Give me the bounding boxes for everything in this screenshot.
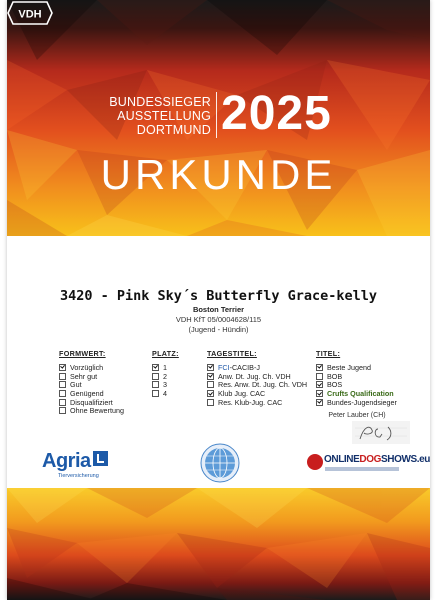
paw-icon (307, 454, 323, 470)
checkbox-icon (59, 373, 66, 380)
dog-registration: VDH KfT 05/0004628/115 (175, 315, 262, 324)
header-divider (216, 92, 217, 138)
tagestitel-column (207, 349, 307, 406)
onlinedogshows-strip (325, 467, 399, 471)
checkbox-icon (152, 381, 159, 388)
checkbox-icon (207, 364, 214, 371)
agria-logo (42, 450, 108, 479)
tagestitel-option: FCI -CACIB-J (207, 363, 307, 372)
agria-tagline: Tierversicherung (58, 473, 99, 479)
checkbox-icon (207, 390, 214, 397)
platz-column (152, 349, 179, 398)
tagestitel-option: Res. Klub-Jug. CAC (207, 398, 307, 407)
platz-heading: PLATZ: (152, 349, 179, 358)
document-title: URKUNDE (100, 151, 337, 198)
checkbox-icon (152, 390, 159, 397)
agria-wordmark: Agria (42, 450, 91, 472)
formwert-option: Disqualifiziert (59, 398, 124, 407)
checkbox-icon (59, 364, 66, 371)
event-line-3: DORTMUND (136, 123, 211, 137)
formwert-option: Gut (59, 380, 124, 389)
dog-title: 3420 - Pink Sky´s Butterfly Grace-kelly (60, 288, 377, 304)
checkbox-icon (152, 364, 159, 371)
tagestitel-option: Klub Jug. CAC (207, 389, 307, 398)
platz-option: 4 (152, 389, 179, 398)
titel-option: BOB (316, 372, 397, 381)
titel-heading: TITEL: (316, 349, 341, 358)
dog-breed: Boston Terrier (192, 305, 245, 314)
low-poly-footer (7, 488, 430, 600)
dog-class: (Jugend - Hündin) (188, 325, 249, 334)
formwert-heading: FORMWERT: (59, 349, 106, 358)
formwert-option: Vorzüglich (59, 363, 124, 372)
checkbox-icon (59, 381, 66, 388)
platz-option: 1 (152, 363, 179, 372)
formwert-column (59, 349, 124, 415)
certificate-sheet (7, 0, 430, 600)
checkbox-icon (59, 407, 66, 414)
platz-option: 2 (152, 372, 179, 381)
fci-globe-icon (200, 443, 240, 483)
formwert-option: Sehr gut (59, 372, 124, 381)
checkbox-icon (207, 381, 214, 388)
header-banner (7, 0, 430, 236)
low-poly-background (7, 0, 430, 236)
formwert-option: Genügend (59, 389, 124, 398)
footer-banner (7, 488, 430, 600)
event-line-2: AUSSTELLUNG (117, 109, 211, 123)
titel-option: Bundes-Jugendsieger (316, 398, 397, 407)
checkbox-icon (316, 381, 323, 388)
vdh-logo (7, 0, 53, 26)
fci-prefix: FCI (218, 362, 230, 372)
agria-square-icon (93, 451, 108, 466)
titel-option: Beste Jugend (316, 363, 397, 372)
checkbox-icon (207, 399, 214, 406)
svg-text:VDH: VDH (18, 8, 42, 21)
judge-signature (352, 421, 410, 444)
platz-option: 3 (152, 380, 179, 389)
checkbox-icon (316, 390, 323, 397)
checkbox-icon (316, 399, 323, 406)
onlinedogshows-wordmark: ONLINEDOGSHOWS.eu (324, 454, 430, 465)
crufts-qualification-label: Crufts Qualification (327, 388, 394, 398)
tagestitel-option: Anw. Dt. Jug. Ch. VDH (207, 372, 307, 381)
event-name (103, 95, 211, 137)
checkbox-icon (316, 364, 323, 371)
titel-option: BOS (316, 380, 397, 389)
checkbox-icon (59, 399, 66, 406)
tagestitel-option: Res. Anw. Dt. Jug. Ch. VDH (207, 380, 307, 389)
event-line-1: BUNDESSIEGER (109, 95, 211, 109)
onlinedogshows-logo (307, 452, 430, 476)
titel-column (316, 349, 397, 406)
judge-name: Peter Lauber (CH) (328, 412, 386, 419)
titel-option (316, 389, 397, 398)
checkbox-icon (59, 390, 66, 397)
formwert-option: Ohne Bewertung (59, 406, 124, 415)
checkbox-icon (316, 373, 323, 380)
event-year: 2025 (221, 87, 332, 140)
checkbox-icon (207, 373, 214, 380)
tagestitel-heading: TAGESTITEL: (207, 349, 257, 358)
checkbox-icon (152, 373, 159, 380)
